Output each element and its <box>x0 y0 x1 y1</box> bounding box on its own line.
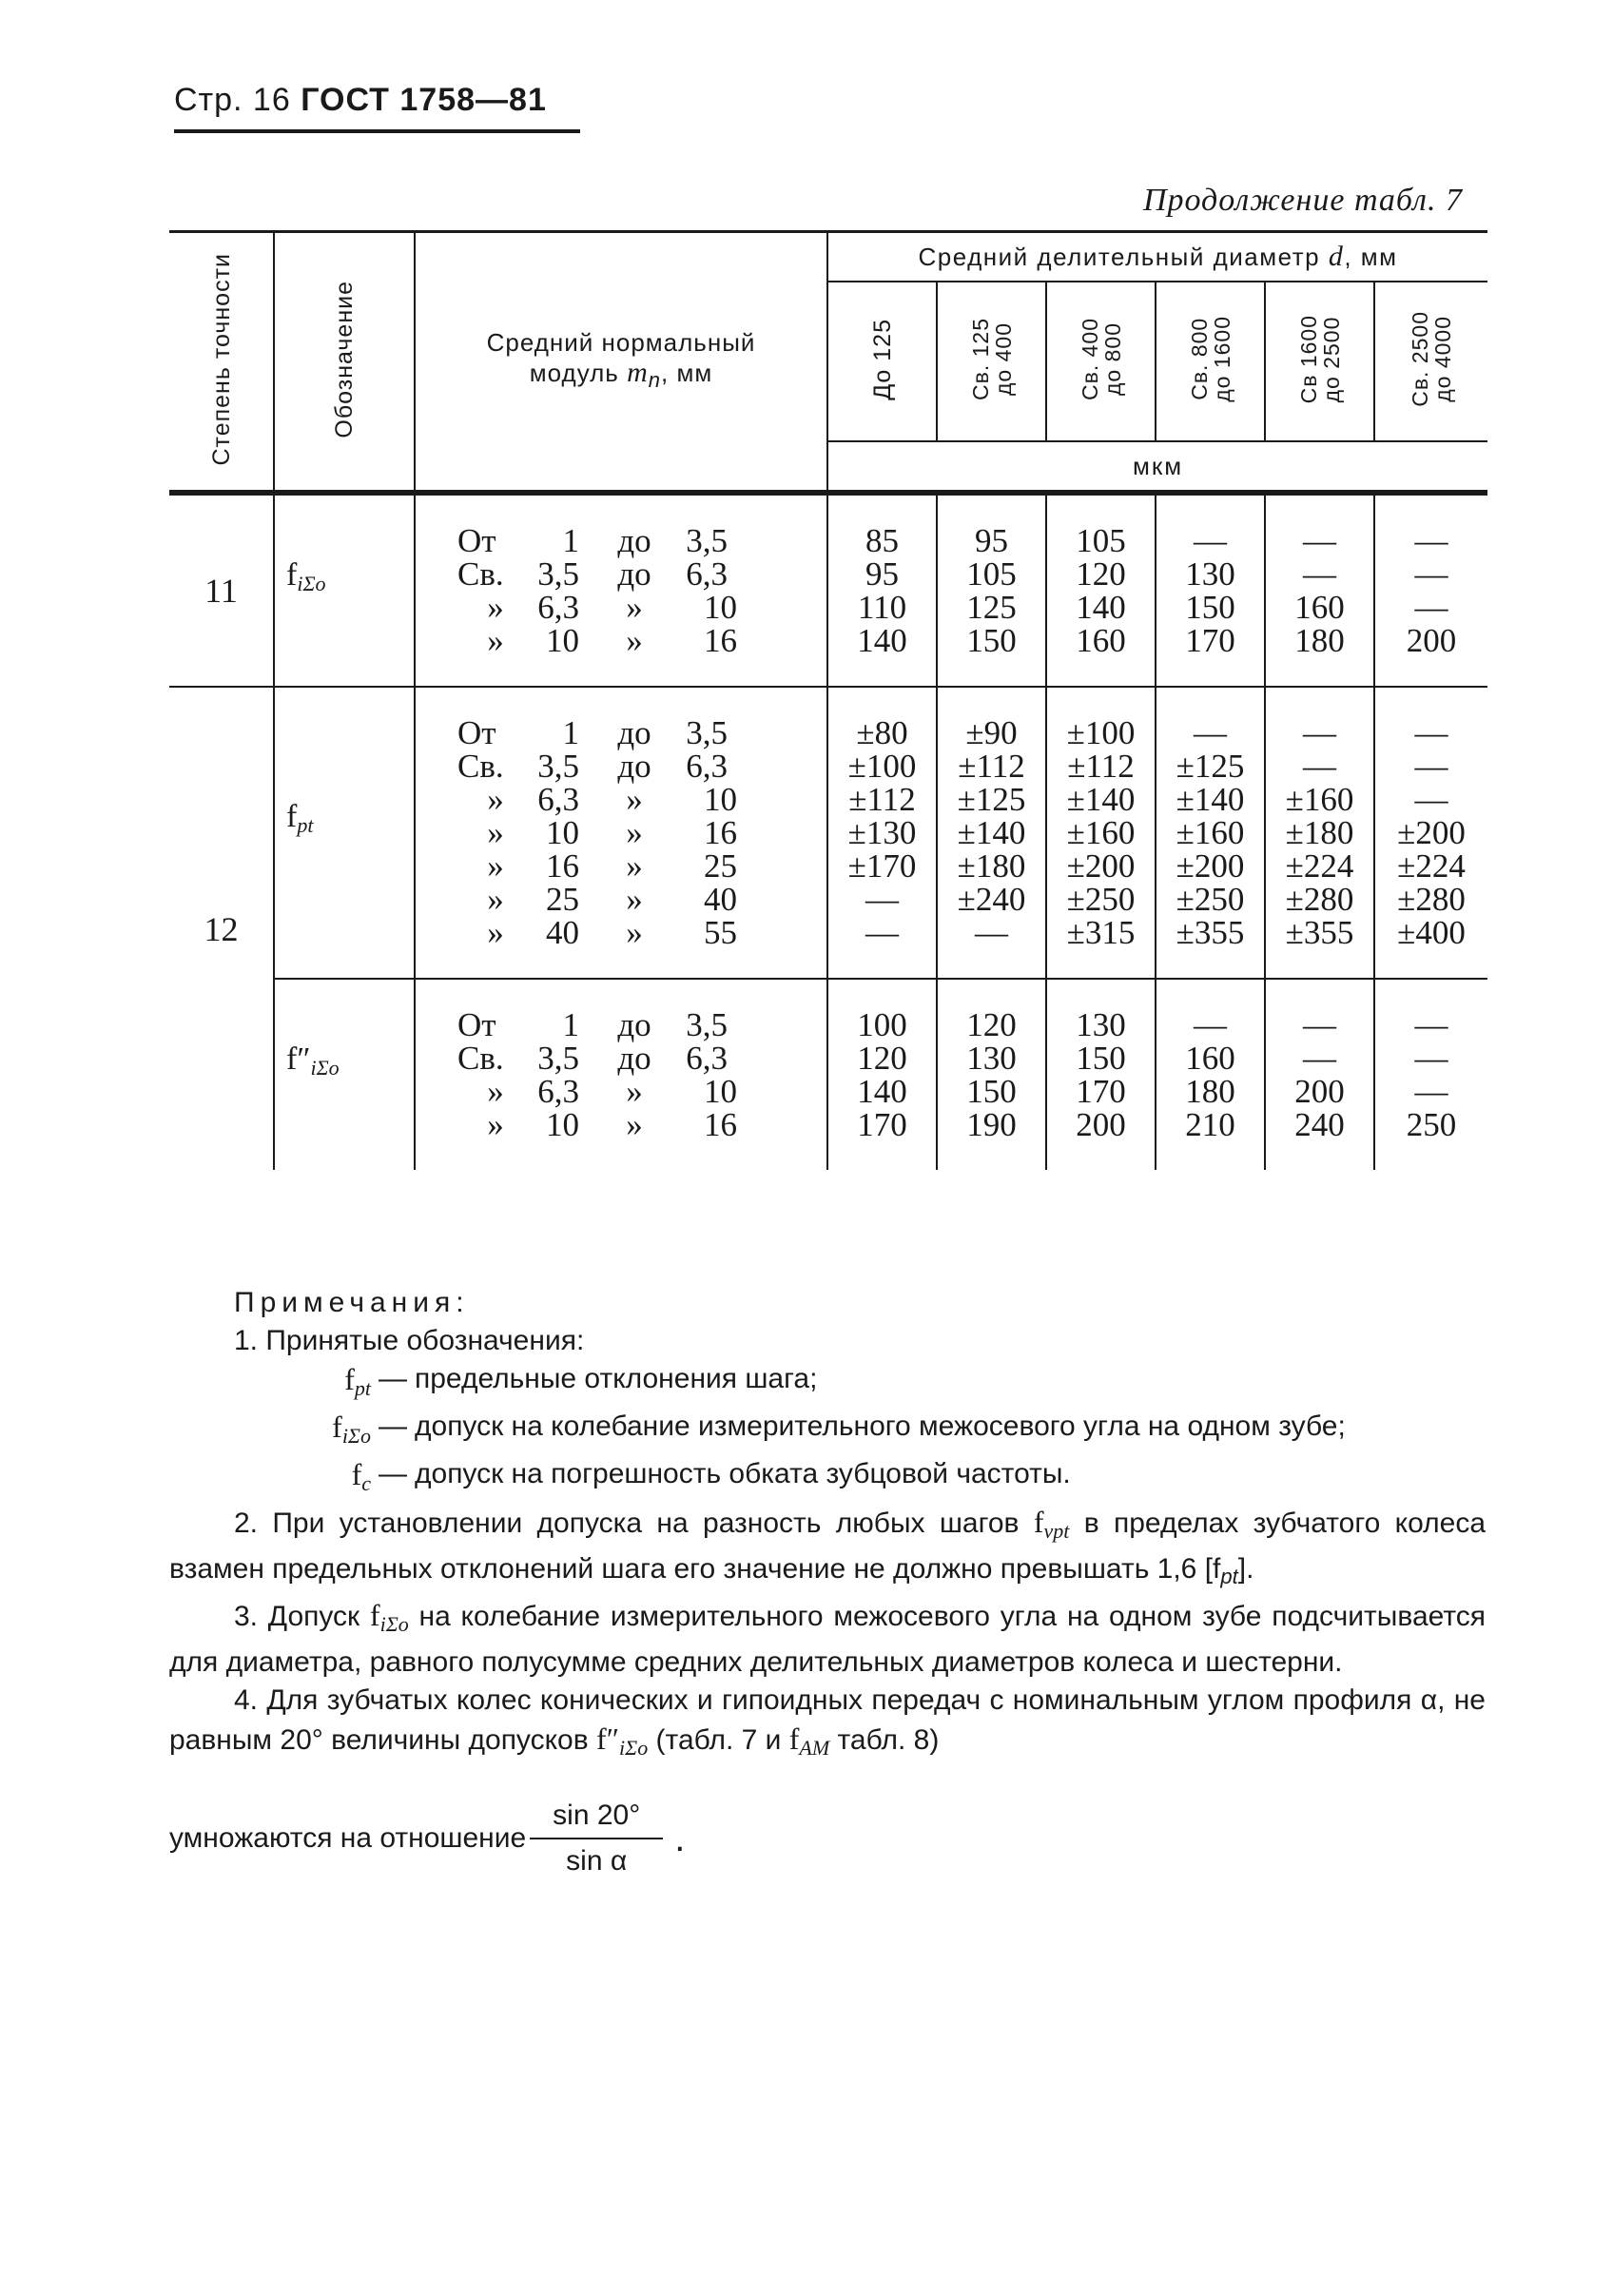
value-cell: ±80 ±100 ±112 ±130 ±170 — — <box>827 687 937 979</box>
header-diameter: Средний делительный диаметр d, мм <box>827 232 1487 282</box>
header-unit: мкм <box>827 441 1487 492</box>
document-title: ГОСТ 1758—81 <box>301 82 547 118</box>
table-row <box>169 687 1487 979</box>
value-cell: 85 95 110 140 <box>827 495 937 688</box>
value-cell: ±90 ±112 ±125 ±140 ±180 ±240 — <box>937 687 1046 979</box>
value-cell: — — 160 180 <box>1265 495 1374 688</box>
ratio-formula <box>169 1800 685 1878</box>
header-designation: Обозначение <box>274 232 415 492</box>
value-cell: 105 120 140 160 <box>1046 495 1156 688</box>
module-cell: От 1 до 3,5 Св. 3,5 до 6,3 » 6,3 » 10 » 10 » 16 <box>415 979 827 1170</box>
header-module: Средний нормальный модуль $m_n$, мм <box>415 232 827 492</box>
definition-item: $f_{i\Sigma o}$ — допуск на колебание измерительного межосевого угла на одном зубе; <box>332 1410 1346 1448</box>
grade-cell: 11 <box>204 572 238 610</box>
value-cell: — 130 150 170 <box>1156 495 1265 688</box>
table-row <box>169 979 1487 1170</box>
table-caption: Продолжение табл. 7 <box>1142 183 1463 218</box>
tolerance-table <box>169 230 1487 1170</box>
value-cell: ±100 ±112 ±140 ±160 ±200 ±250 ±315 <box>1046 687 1156 979</box>
note-3: 3. Допуск $f_{i\Sigma o}$ на колебание измерительного межосевого угла на одном зубе подсчитывается для диаметра, равного полусумме средних делительных диаметров колеса и шестерни. <box>169 1598 1486 1678</box>
grade-cell: 12 <box>169 687 274 1170</box>
table-row <box>169 495 1487 688</box>
designation-cell: $f''_{i\Sigma o}$ <box>274 979 415 1170</box>
value-cell: — — ±160 ±180 ±224 ±280 ±355 <box>1265 687 1374 979</box>
module-cell: От 1 до 3,5 Св. 3,5 до 6,3 » 6,3 » 10 » 10 » 16 <box>415 495 827 688</box>
fraction-numerator: sin 20° <box>530 1800 663 1839</box>
header-col-3: Св. 400 до 800 <box>1046 282 1156 441</box>
fraction <box>530 1800 663 1878</box>
definition-item: $f_{pt}$ — предельные отклонения шага; <box>344 1362 818 1400</box>
notes-section <box>169 1284 1486 1767</box>
formula-end: . <box>674 1817 686 1859</box>
fraction-denominator: sin α <box>566 1845 628 1877</box>
notes-title: Примечания: <box>234 1287 470 1318</box>
note-1: 1. Принятые обозначения: <box>234 1325 585 1356</box>
header-col-1: До 125 <box>827 282 937 441</box>
definition-item: $f_c$ — допуск на погрешность обката зубцовой частоты. <box>351 1457 1071 1495</box>
header-col-6: Св. 2500 до 4000 <box>1374 282 1487 441</box>
header-col-5: Св 1600 до 2500 <box>1265 282 1374 441</box>
value-cell: — 160 180 210 <box>1156 979 1265 1170</box>
value-cell: — ±125 ±140 ±160 ±200 ±250 ±355 <box>1156 687 1265 979</box>
header-grade: Степень точности <box>169 232 274 492</box>
value-cell: 130 150 170 200 <box>1046 979 1156 1170</box>
value-cell: — — — 200 <box>1374 495 1487 688</box>
note-2: 2. При установлении допуска на разность любых шагов $f_{vpt}$ в пределах зубчатого колеса взамен предельных отклонений шага его значение не должно превышать 1,6 $[f_{pt}]$. <box>169 1505 1487 1588</box>
header-col-2: Св. 125 до 400 <box>937 282 1046 441</box>
designation-cell: $f_{pt}$ <box>274 687 415 979</box>
header-rule <box>174 129 580 133</box>
note-4: 4. Для зубчатых колес конических и гипоидных передач с номинальным углом профиля α, не равным 20° величины допусков $f''_{i\Sigma o}$ (табл. 7 и $f_{AM}$ табл. 8) <box>169 1684 1486 1760</box>
value-cell: — — — 250 <box>1374 979 1487 1170</box>
value-cell: 95 105 125 150 <box>937 495 1046 688</box>
module-cell: От 1 до 3,5 Св. 3,5 до 6,3 » 6,3 » 10 » 10 » 16 » 16 » 25 » 25 » 40 » 40 » 55 <box>415 687 827 979</box>
running-header <box>174 82 547 119</box>
value-cell: 120 130 150 190 <box>937 979 1046 1170</box>
value-cell: — — — ±200 ±224 ±280 ±400 <box>1374 687 1487 979</box>
designation-cell: $f_{i\Sigma o}$ <box>274 495 415 688</box>
formula-lead: умножаются на отношение <box>169 1822 527 1854</box>
page-number: Стр. 16 <box>174 82 291 118</box>
value-cell: 100 120 140 170 <box>827 979 937 1170</box>
value-cell: — — 200 240 <box>1265 979 1374 1170</box>
header-col-4: Св. 800 до 1600 <box>1156 282 1265 441</box>
